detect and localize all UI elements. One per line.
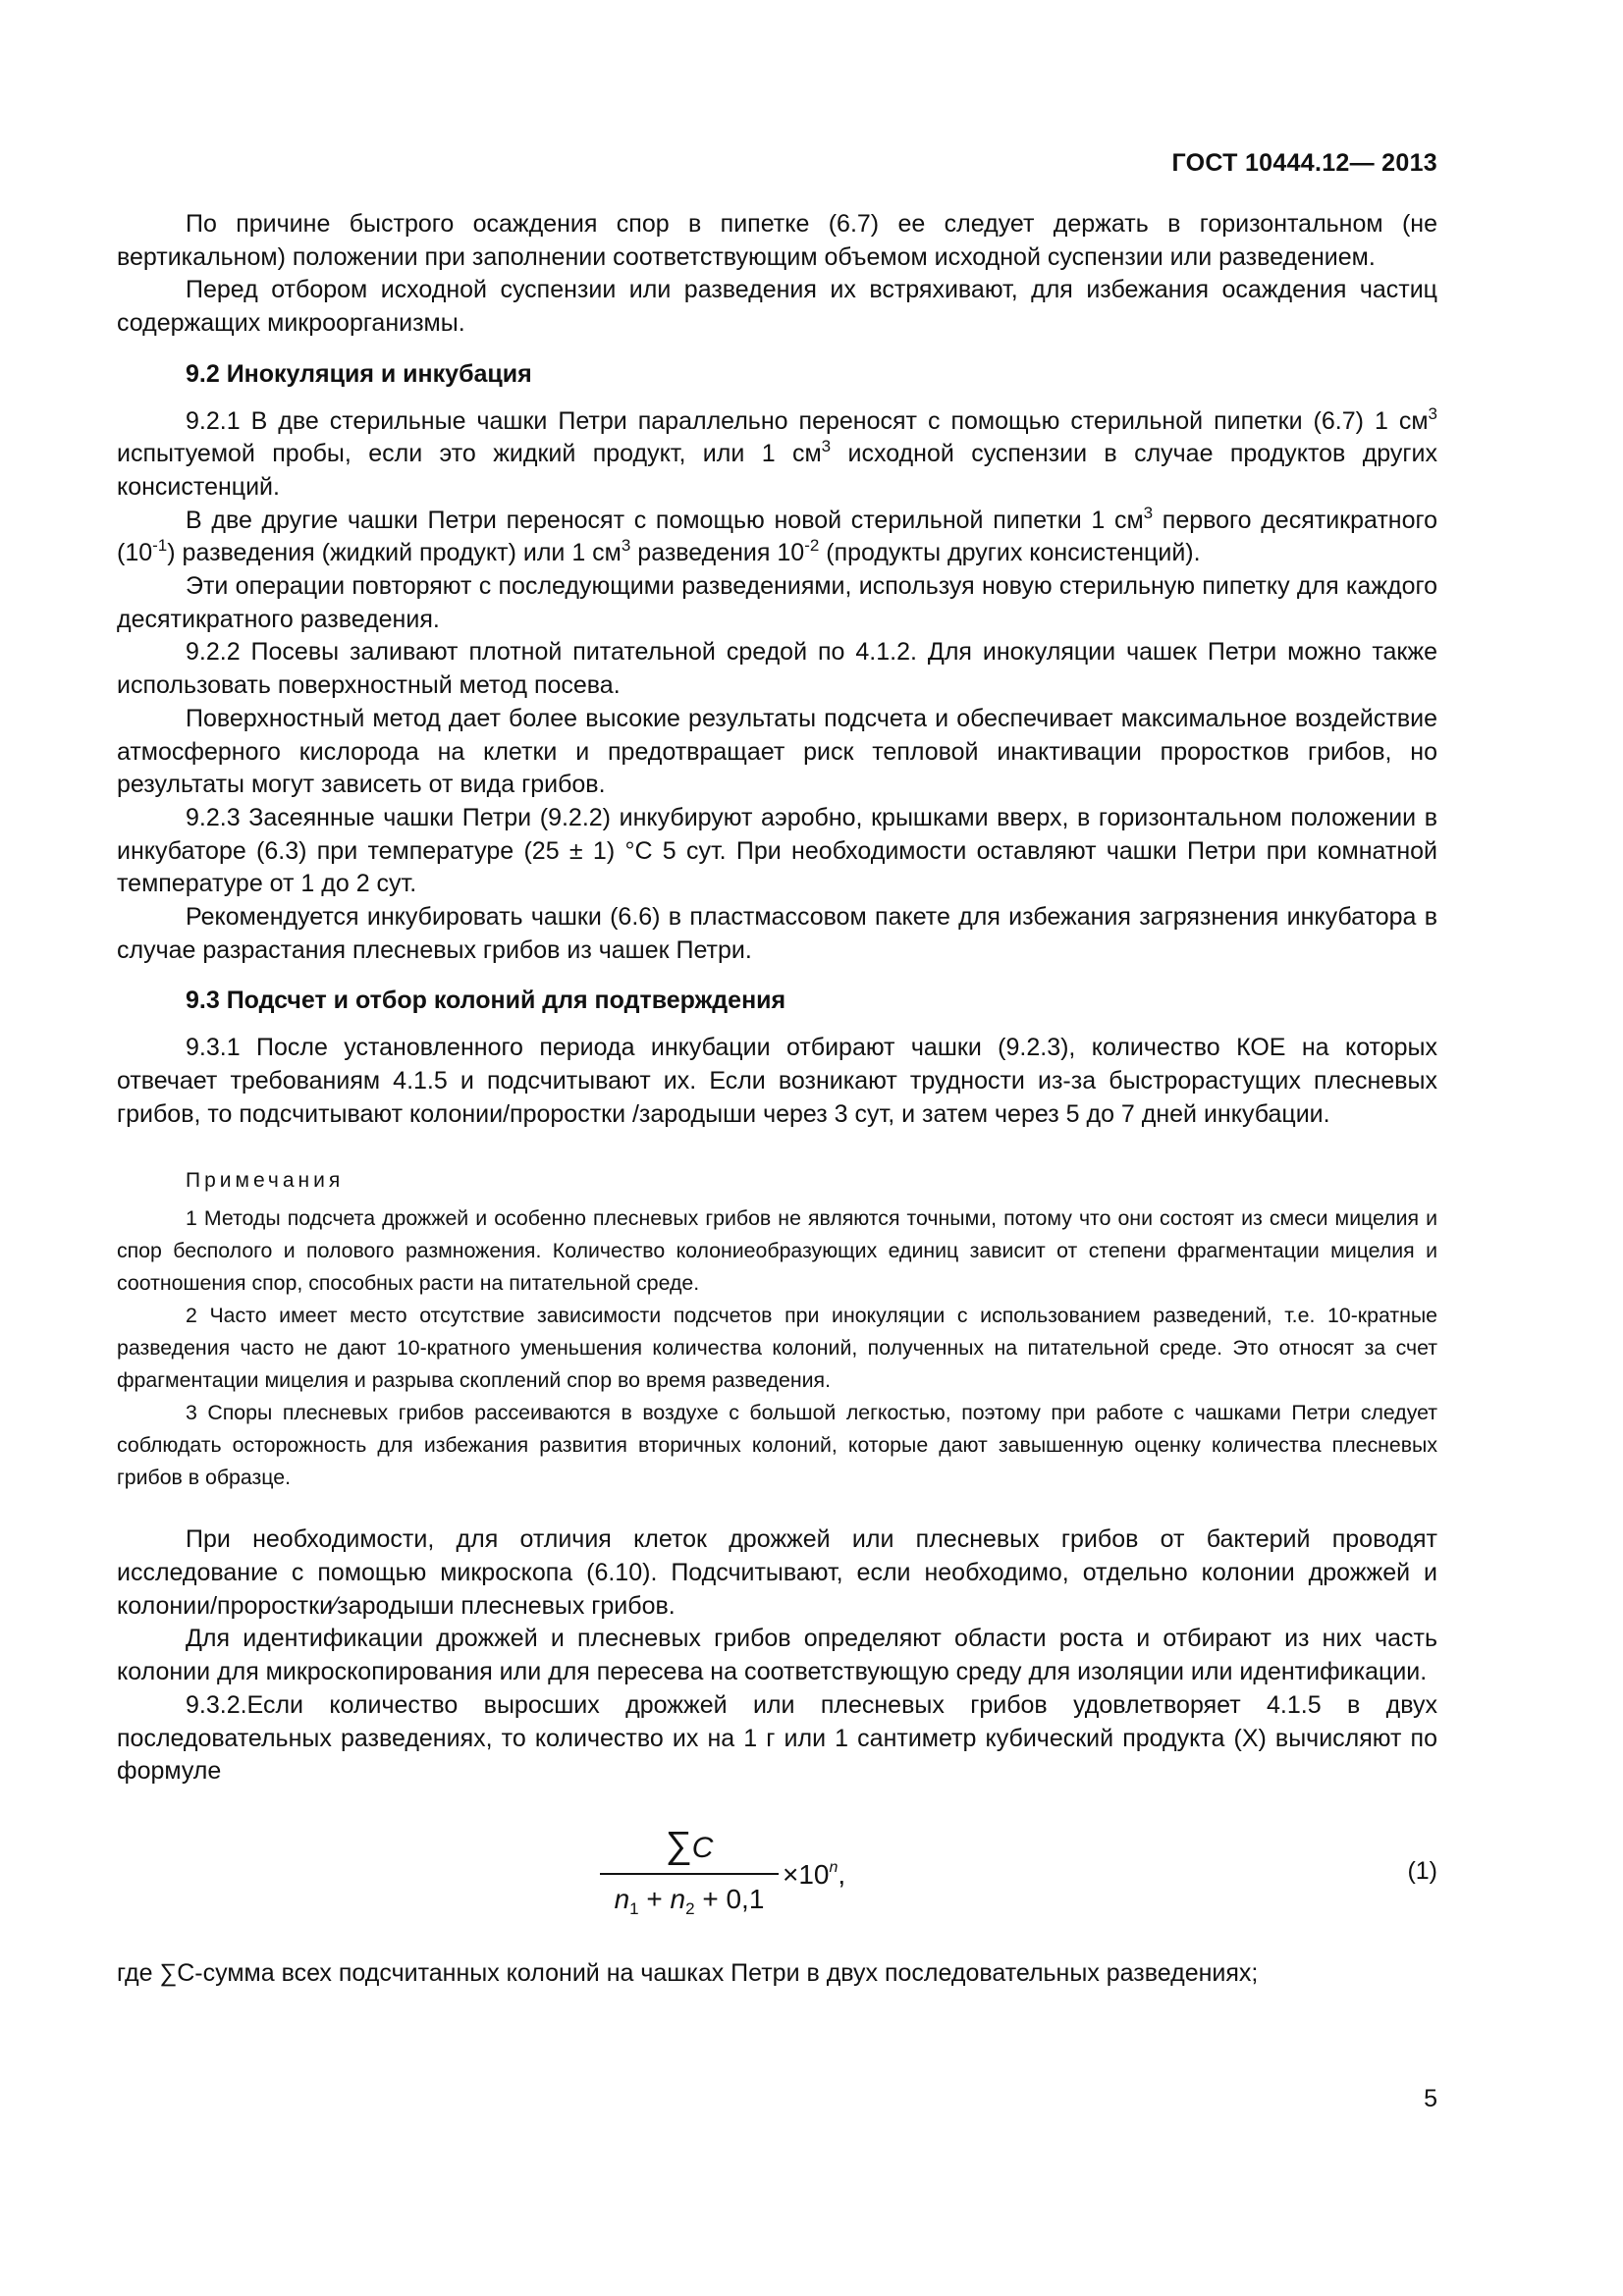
paragraph-9-2-1: 9.2.1 В две стерильные чашки Петри параллельно переносят с помощью стерильной пипетки (6.7) 1 $см^3$ испытуемой пробы, если это жидкий продукт, или 1 $см^3$ исходной суспензии в случае продуктов других консистенций.	[117, 403, 1437, 501]
paragraph: Эти операции повторяют с последующими разведениями, используя новую стерильную пипетку для каждого десятикратного разведения.	[117, 572, 1437, 633]
notes-title: Примечания	[186, 1169, 345, 1193]
paragraph-9-2-3: 9.2.3 Засеянные чашки Петри (9.2.2) инкубируют аэробно, крышками вверх, в горизонтальном положении в инкубаторе (6.3) при температуре (25 ± 1) °С 5 сут. При необходимости оставляют чашки Петри при комнатной температуре от 1 до 2 сут.	[117, 803, 1437, 898]
paragraph: При необходимости, для отличия клеток дрожжей или плесневых грибов от бактерий проводят исследование с помощью микроскопа (6.10). Подсчитывают, если необходимо, отдельно колонии дрожжей и колонии/проростки⁄зародыши плесневых грибов.	[117, 1525, 1437, 1620]
formula-multiplier: $\times 10^n$,	[783, 1858, 846, 1890]
paragraph: Поверхностный метод дает более высокие результаты подсчета и обеспечивает максимальное воздействие атмосферного кислорода на клетки и предотвращает риск тепловой инактивации проростков грибов, но результаты могут зависеть от вида грибов.	[117, 704, 1437, 799]
paragraph-9-3-2: 9.3.2.Если количество выросших дрожжей или плесневых грибов удовлетворяет 4.1.5 в двух последовательных разведениях, то количество их на 1 г или 1 сантиметр кубический продукта (X) вычисляют по формуле	[117, 1690, 1437, 1786]
note-3: 3 Споры плесневых грибов рассеиваются в воздухе с большой легкостью, поэтому при работе с чашками Петри следует соблюдать осторожность для избежания развития вторичных колоний, которые дают завышенную оценку количества плесневых грибов в образце.	[117, 1401, 1437, 1490]
paragraph: Рекомендуется инкубировать чашки (6.6) в пластмассовом пакете для избежания загрязнения инкубатора в случае разрастания плесневых грибов из чашек Петри.	[117, 903, 1437, 964]
equation-number: (1)	[1407, 1856, 1437, 1885]
note-2: 2 Часто имеет место отсутствие зависимости подсчетов при инокуляции с использованием разведений, т.е. 10-кратные разведения часто не дают 10-кратного уменьшения количества колоний, полученных на питательной среде. Это относят за счет фрагментации мицелия и разрыва скоплений спор во время разведения.	[117, 1304, 1437, 1393]
paragraph: Для идентификации дрожжей и плесневых грибов определяют области роста и отбирают из них часть колонии для микроскопирования или для пересева на соответствующую среду для изоляции или идентификации.	[117, 1625, 1437, 1686]
formula-denominator: $n_1 + n_2 + 0,1$	[614, 1883, 765, 1918]
document-body	[117, 208, 1437, 1991]
formula-numerator: ∑C	[665, 1824, 714, 1866]
section-heading-9-3: 9.3 Подсчет и отбор колоний для подтверждения	[186, 987, 786, 1015]
paragraph: По причине быстрого осаждения спор в пипетке (6.7) ее следует держать в горизонтальном (не вертикальном) положении при заполнении соответствующим объемом исходной суспензии или разведением.	[117, 210, 1437, 271]
paragraph: В две другие чашки Петри переносят с помощью новой стерильной пипетки 1 $см^3$ первого десятикратного $(10^{-1})$ разведения (жидкий продукт) или 1 $см^3$ разведения $10^{-2}$ (продукты других консистенций).	[117, 503, 1437, 567]
formula-1	[600, 1826, 865, 1924]
document-page	[117, 0, 1437, 2296]
formula-row	[117, 1814, 1437, 1944]
page-number: 5	[1424, 2085, 1437, 2112]
formula-fraction	[600, 1826, 779, 1924]
section-heading-9-2: 9.2 Инокуляция и инкубация	[186, 359, 532, 388]
formula-explanation: где ∑С-сумма всех подсчитанных колоний на чашках Петри в двух последовательных разведениях;	[117, 1958, 1259, 1987]
paragraph-9-2-2: 9.2.2 Посевы заливают плотной питательной средой по 4.1.2. Для инокуляции чашек Петри можно также использовать поверхностный метод посева.	[117, 638, 1437, 700]
note-1: 1 Методы подсчета дрожжей и особенно плесневых грибов не являются точными, потому что они состоят из смеси мицелия и спор бесполого и полового размножения. Количество колониеобразующих единиц зависит от степени фрагментации мицелия и соотношения спор, способных расти на питательной среде.	[117, 1206, 1437, 1296]
paragraph: Перед отбором исходной суспензии или разведения их встряхивают, для избежания осаждения частиц содержащих микроорганизмы.	[117, 276, 1437, 338]
paragraph-9-3-1: 9.3.1 После установленного периода инкубации отбирают чашки (9.2.3), количество КОЕ на которых отвечает требованиям 4.1.5 и подсчитывают их. Если возникают трудности из-за быстрорастущих плесневых грибов, то подсчитывают колонии/проростки /зародыши через 3 сут, и затем через 5 до 7 дней инкубации.	[117, 1034, 1437, 1128]
fraction-bar	[600, 1873, 779, 1875]
document-header: ГОСТ 10444.12— 2013	[1171, 149, 1437, 177]
